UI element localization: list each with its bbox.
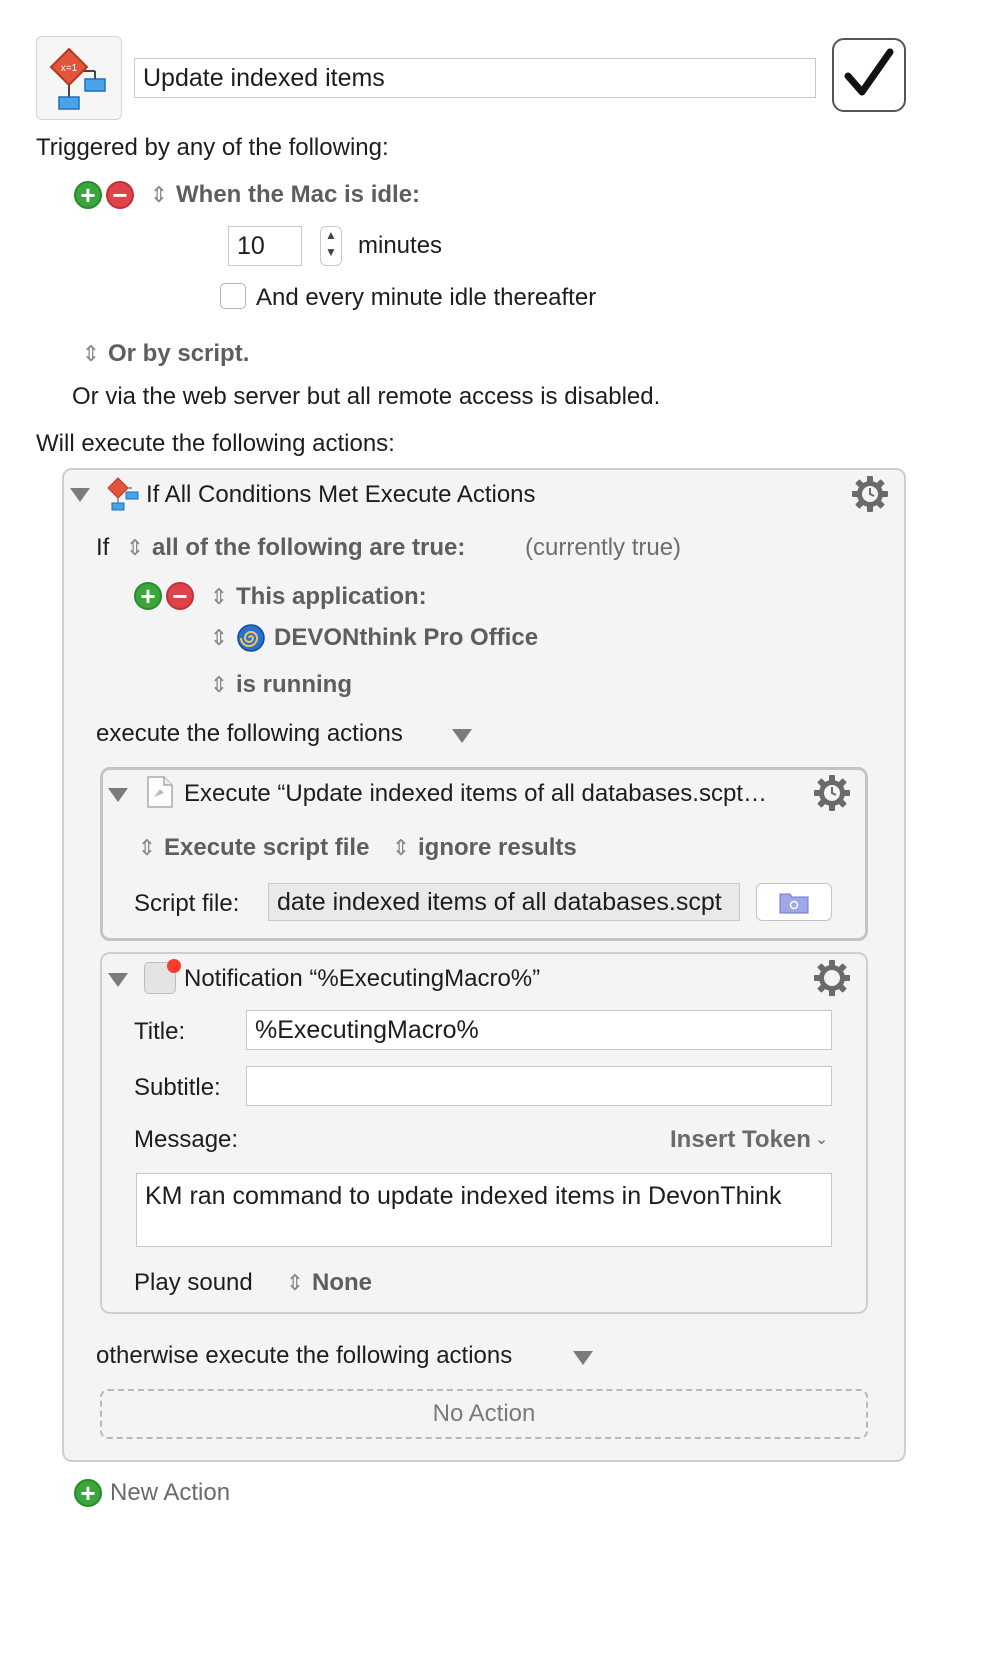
stepper-down-icon: ▼ bbox=[325, 245, 337, 259]
notification-badge-icon bbox=[167, 959, 181, 973]
gear-icon[interactable] bbox=[813, 959, 851, 997]
title-input[interactable] bbox=[246, 1010, 832, 1050]
script-trigger-popup[interactable] bbox=[80, 339, 249, 369]
no-action-label: No Action bbox=[432, 1400, 536, 1427]
notification-action-title: Notification “%ExecutingMacro%” bbox=[184, 965, 541, 992]
if-label: If bbox=[96, 534, 110, 561]
script-trigger-label: Or by script. bbox=[108, 340, 250, 367]
triggers-heading: Triggered by any of the following: bbox=[36, 134, 389, 161]
if-action-title: If All Conditions Met Execute Actions bbox=[146, 481, 536, 508]
choose-file-button[interactable] bbox=[756, 883, 832, 921]
updown-arrows-icon: ⇕ bbox=[285, 1270, 305, 1295]
then-actions-disclosure-icon[interactable] bbox=[452, 729, 472, 743]
add-trigger-button[interactable]: + bbox=[74, 181, 102, 209]
updown-arrows-icon: ⇕ bbox=[137, 835, 157, 860]
flowchart-icon bbox=[37, 37, 121, 119]
script-file-value: date indexed items of all databases.scpt bbox=[277, 888, 722, 916]
sound-label: None bbox=[312, 1269, 372, 1296]
idle-minutes-stepper[interactable] bbox=[320, 226, 342, 266]
updown-arrows-icon: ⇕ bbox=[209, 584, 229, 609]
title-label: Title: bbox=[134, 1018, 186, 1045]
no-action-dropzone[interactable] bbox=[100, 1389, 868, 1439]
notification-action-disclosure-icon[interactable] bbox=[108, 973, 128, 987]
message-textarea[interactable] bbox=[136, 1173, 832, 1247]
trigger-type-label: When the Mac is idle: bbox=[176, 181, 421, 208]
trigger-type-popup[interactable] bbox=[148, 180, 420, 210]
message-value: KM ran command to update indexed items in DevonThink bbox=[145, 1182, 782, 1210]
macro-enabled-checkbox[interactable] bbox=[832, 38, 906, 112]
new-action-button[interactable] bbox=[74, 1478, 230, 1508]
condition-status: (currently true) bbox=[525, 534, 682, 561]
gear-icon[interactable] bbox=[813, 774, 851, 812]
updown-arrows-icon: ⇕ bbox=[209, 625, 229, 650]
gear-icon[interactable] bbox=[851, 475, 889, 513]
app-state-label: is running bbox=[236, 671, 352, 698]
stepper-up-icon: ▲ bbox=[325, 228, 337, 242]
macro-icon[interactable] bbox=[36, 36, 122, 120]
updown-arrows-icon: ⇕ bbox=[125, 535, 145, 560]
script-file-label: Script file: bbox=[134, 890, 240, 917]
updown-arrows-icon: ⇕ bbox=[149, 182, 169, 207]
condition-mode-popup[interactable] bbox=[124, 533, 465, 563]
script-file-input[interactable] bbox=[268, 883, 740, 921]
subtitle-input[interactable] bbox=[246, 1066, 832, 1106]
execute-mode-popup[interactable] bbox=[136, 833, 369, 863]
insert-token-menu[interactable] bbox=[670, 1125, 828, 1155]
folder-icon bbox=[779, 890, 809, 914]
application-popup[interactable] bbox=[208, 623, 538, 653]
script-file-icon bbox=[146, 775, 174, 809]
plus-icon: + bbox=[74, 1479, 102, 1507]
sound-popup[interactable] bbox=[284, 1268, 372, 1298]
results-popup[interactable] bbox=[390, 833, 577, 863]
updown-arrows-icon: ⇕ bbox=[209, 672, 229, 697]
application-label: DEVONthink Pro Office bbox=[274, 624, 539, 651]
every-minute-label: And every minute idle thereafter bbox=[256, 284, 597, 311]
otherwise-actions-disclosure-icon[interactable] bbox=[573, 1351, 593, 1365]
title-value: %ExecutingMacro% bbox=[255, 1016, 479, 1044]
results-label: ignore results bbox=[418, 834, 577, 861]
actions-heading: Will execute the following actions: bbox=[36, 430, 395, 457]
minutes-label: minutes bbox=[358, 232, 443, 259]
app-state-popup[interactable] bbox=[208, 670, 352, 700]
idle-minutes-input[interactable] bbox=[228, 226, 302, 266]
otherwise-actions-label: otherwise execute the following actions bbox=[96, 1342, 513, 1369]
notification-icon bbox=[144, 962, 176, 994]
updown-arrows-icon: ⇕ bbox=[391, 835, 411, 860]
condition-type-popup[interactable] bbox=[208, 582, 427, 612]
every-minute-checkbox[interactable] bbox=[220, 283, 246, 309]
devonthink-app-icon bbox=[236, 623, 266, 653]
if-action-disclosure-icon[interactable] bbox=[70, 488, 90, 502]
web-server-note: Or via the web server but all remote access is disabled. bbox=[72, 383, 661, 410]
play-sound-label: Play sound bbox=[134, 1269, 253, 1296]
remove-trigger-button[interactable]: − bbox=[106, 181, 134, 209]
new-action-label: New Action bbox=[110, 1479, 231, 1506]
if-action-flowchart-icon bbox=[104, 476, 140, 512]
then-actions-label: execute the following actions bbox=[96, 720, 403, 747]
idle-minutes-value: 10 bbox=[237, 232, 265, 260]
checkmark-icon bbox=[834, 40, 904, 110]
execute-action-disclosure-icon[interactable] bbox=[108, 788, 128, 802]
condition-type-label: This application: bbox=[236, 583, 427, 610]
macro-name-input[interactable] bbox=[134, 58, 816, 98]
updown-arrows-icon: ⇕ bbox=[81, 341, 101, 366]
message-label: Message: bbox=[134, 1126, 239, 1153]
execute-mode-label: Execute script file bbox=[164, 834, 370, 861]
chevron-down-icon: ⌄ bbox=[814, 1131, 829, 1148]
condition-mode-label: all of the following are true: bbox=[152, 534, 466, 561]
subtitle-label: Subtitle: bbox=[134, 1074, 221, 1101]
add-condition-button[interactable]: + bbox=[134, 582, 162, 610]
insert-token-label: Insert Token bbox=[670, 1126, 811, 1153]
svg-text:x=1: x=1 bbox=[60, 63, 78, 74]
execute-action-title: Execute “Update indexed items of all databases.scpt… bbox=[184, 780, 767, 807]
macro-name-value: Update indexed items bbox=[143, 64, 385, 92]
remove-condition-button[interactable]: − bbox=[166, 582, 194, 610]
